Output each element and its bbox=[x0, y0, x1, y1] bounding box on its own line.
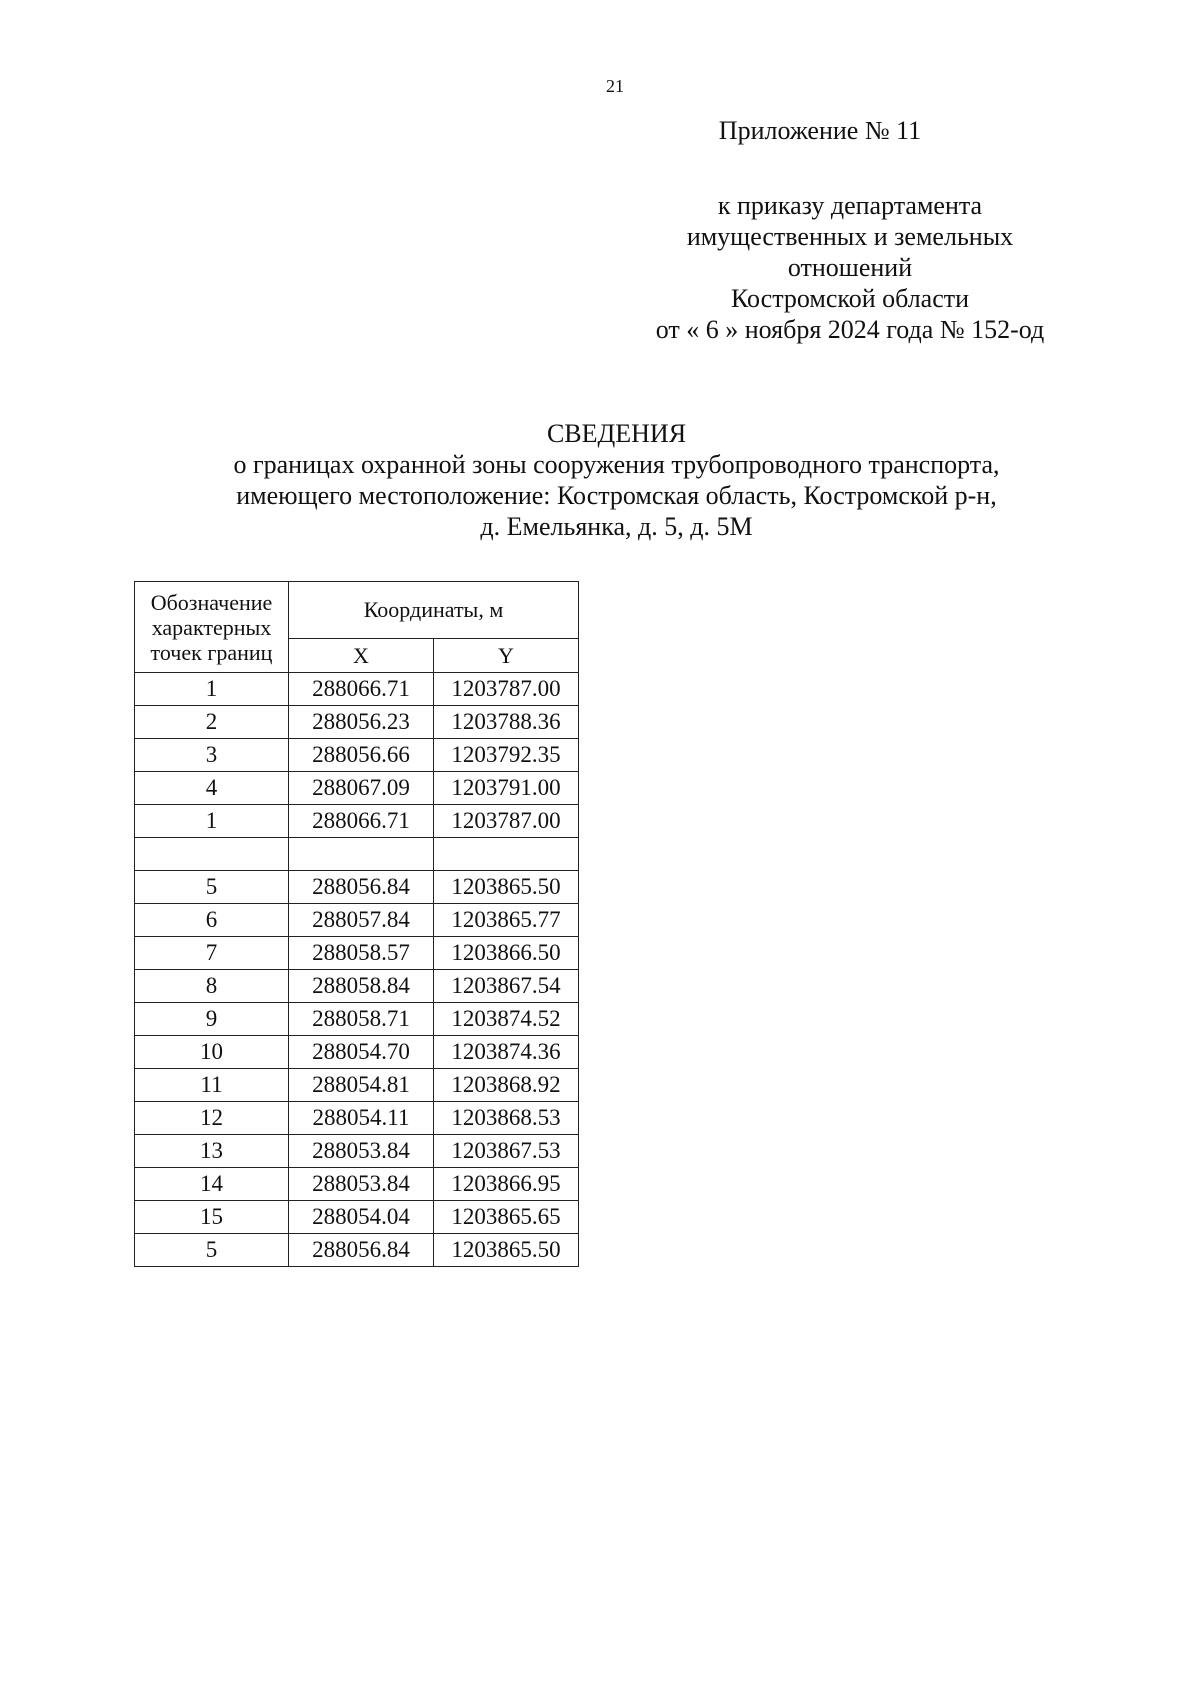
x-cell: 288066.71 bbox=[289, 805, 434, 838]
table-row bbox=[135, 838, 579, 871]
y-cell: 1203874.52 bbox=[434, 1003, 579, 1036]
x-cell: 288058.71 bbox=[289, 1003, 434, 1036]
y-cell: 1203868.92 bbox=[434, 1069, 579, 1102]
appendix-title: Приложение № 11 bbox=[718, 116, 922, 145]
table-row bbox=[135, 739, 579, 772]
table-row bbox=[135, 871, 579, 904]
table-row bbox=[135, 1003, 579, 1036]
appendix-line: отношений bbox=[787, 253, 913, 282]
point-cell: 11 bbox=[135, 1069, 289, 1102]
appendix-line: Костромской области bbox=[730, 284, 970, 313]
y-cell bbox=[434, 838, 579, 871]
y-cell: 1203866.95 bbox=[434, 1168, 579, 1201]
y-cell: 1203874.36 bbox=[434, 1036, 579, 1069]
table-row bbox=[135, 1135, 579, 1168]
table-row bbox=[135, 772, 579, 805]
y-cell: 1203791.00 bbox=[434, 772, 579, 805]
heading-line: о границах охранной зоны сооружения трубопроводного транспорта, bbox=[233, 450, 1000, 479]
heading-line: д. Емельянка, д. 5, д. 5М bbox=[480, 512, 753, 541]
point-cell: 13 bbox=[135, 1135, 289, 1168]
y-cell: 1203787.00 bbox=[434, 673, 579, 706]
table-row bbox=[135, 673, 579, 706]
point-cell bbox=[135, 838, 289, 871]
point-cell: 8 bbox=[135, 970, 289, 1003]
coordinates-body bbox=[135, 673, 579, 1267]
document-heading bbox=[120, 418, 1113, 542]
table-row bbox=[135, 1201, 579, 1234]
page-number: 21 bbox=[606, 76, 624, 96]
x-cell: 288056.66 bbox=[289, 739, 434, 772]
coordinates-table bbox=[134, 581, 579, 1267]
header-point-label bbox=[135, 582, 289, 673]
point-cell: 5 bbox=[135, 871, 289, 904]
y-cell: 1203865.77 bbox=[434, 904, 579, 937]
heading-line: имеющего местоположение: Костромская область, Костромской р-н, bbox=[236, 481, 997, 510]
y-cell: 1203868.53 bbox=[434, 1102, 579, 1135]
y-cell: 1203867.54 bbox=[434, 970, 579, 1003]
x-cell: 288057.84 bbox=[289, 904, 434, 937]
point-cell: 5 bbox=[135, 1234, 289, 1267]
appendix-line: к приказу департамента bbox=[717, 191, 983, 220]
table-row bbox=[135, 1069, 579, 1102]
point-cell: 6 bbox=[135, 904, 289, 937]
table-row bbox=[135, 970, 579, 1003]
x-cell: 288053.84 bbox=[289, 1168, 434, 1201]
point-cell: 3 bbox=[135, 739, 289, 772]
header-label-line: Обозначение bbox=[150, 589, 273, 615]
x-cell: 288054.81 bbox=[289, 1069, 434, 1102]
y-cell: 1203865.50 bbox=[434, 1234, 579, 1267]
y-cell: 1203865.50 bbox=[434, 871, 579, 904]
point-cell: 10 bbox=[135, 1036, 289, 1069]
point-cell: 9 bbox=[135, 1003, 289, 1036]
header-label-line: характерных bbox=[151, 614, 272, 640]
point-cell: 15 bbox=[135, 1201, 289, 1234]
y-cell: 1203792.35 bbox=[434, 739, 579, 772]
x-cell: 288058.57 bbox=[289, 937, 434, 970]
table-row bbox=[135, 904, 579, 937]
x-cell: 288053.84 bbox=[289, 1135, 434, 1168]
x-cell bbox=[289, 838, 434, 871]
point-cell: 4 bbox=[135, 772, 289, 805]
x-cell: 288054.70 bbox=[289, 1036, 434, 1069]
table-row bbox=[135, 805, 579, 838]
y-cell: 1203787.00 bbox=[434, 805, 579, 838]
table-row bbox=[135, 1102, 579, 1135]
appendix-reference bbox=[600, 190, 1100, 345]
table-row bbox=[135, 937, 579, 970]
x-cell: 288067.09 bbox=[289, 772, 434, 805]
header-x: X bbox=[289, 639, 434, 673]
point-cell: 1 bbox=[135, 673, 289, 706]
x-cell: 288054.04 bbox=[289, 1201, 434, 1234]
x-cell: 288056.84 bbox=[289, 1234, 434, 1267]
point-cell: 14 bbox=[135, 1168, 289, 1201]
x-cell: 288054.11 bbox=[289, 1102, 434, 1135]
header-coordinates: Координаты, м bbox=[289, 582, 579, 639]
point-cell: 7 bbox=[135, 937, 289, 970]
y-cell: 1203865.65 bbox=[434, 1201, 579, 1234]
point-cell: 1 bbox=[135, 805, 289, 838]
appendix-line: имущественных и земельных bbox=[686, 222, 1014, 251]
table-row bbox=[135, 1036, 579, 1069]
appendix-line: от « 6 » ноября 2024 года № 152-од bbox=[655, 315, 1045, 344]
table-row bbox=[135, 1234, 579, 1267]
header-y: Y bbox=[434, 639, 579, 673]
table-row bbox=[135, 1168, 579, 1201]
y-cell: 1203867.53 bbox=[434, 1135, 579, 1168]
header-label-line: точек границ bbox=[150, 639, 273, 665]
x-cell: 288058.84 bbox=[289, 970, 434, 1003]
point-cell: 12 bbox=[135, 1102, 289, 1135]
heading-title: СВЕДЕНИЯ bbox=[546, 419, 687, 448]
table-row bbox=[135, 706, 579, 739]
x-cell: 288056.23 bbox=[289, 706, 434, 739]
x-cell: 288066.71 bbox=[289, 673, 434, 706]
y-cell: 1203788.36 bbox=[434, 706, 579, 739]
point-cell: 2 bbox=[135, 706, 289, 739]
x-cell: 288056.84 bbox=[289, 871, 434, 904]
y-cell: 1203866.50 bbox=[434, 937, 579, 970]
